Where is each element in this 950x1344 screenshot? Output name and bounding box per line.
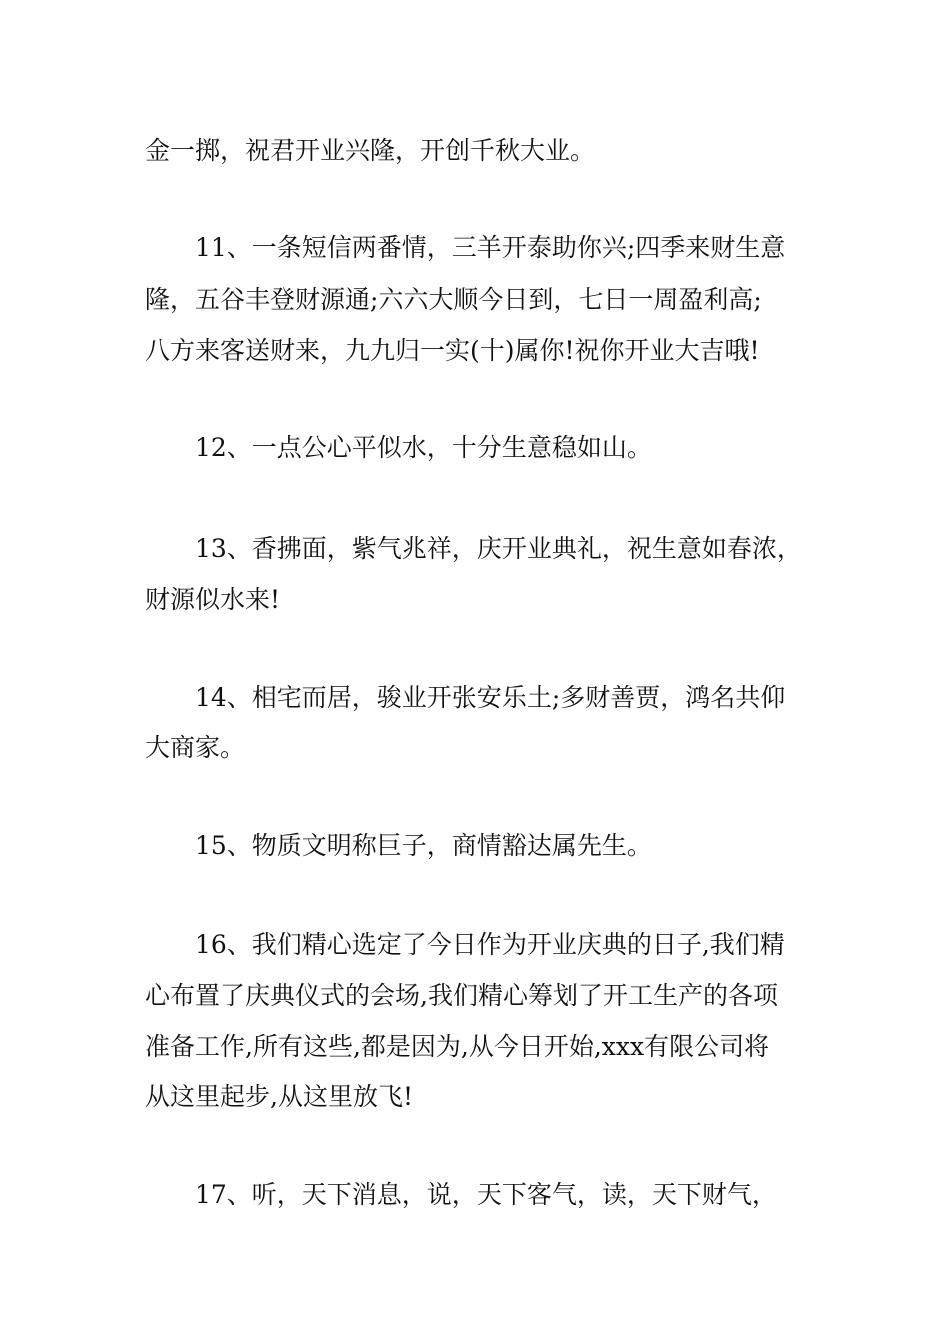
text-line: 金一掷，祝君开业兴隆，开创千秋大业。 [145, 136, 596, 165]
text-line: 财源似水来! [145, 585, 281, 614]
text-line: 12、一点公心平似水，十分生意稳如山。 [195, 433, 652, 462]
text-line: 16、我们精心选定了今日作为开业庆典的日子,我们精 [195, 930, 785, 959]
text-line: 隆，五谷丰登财源通;六六大顺今日到，七日一周盈利高; [145, 285, 762, 314]
text-line: 八方来客送财来，九九归一实(十)属你!祝你开业大吉哦! [145, 336, 760, 365]
text-line: 17、听，天下消息，说，天下客气，读，天下财气， [195, 1180, 777, 1209]
text-line: 大商家。 [145, 733, 246, 762]
text-line: 15、物质文明称巨子，商情豁达属先生。 [195, 831, 652, 860]
text-line: 从这里起步,从这里放飞! [145, 1082, 413, 1111]
text-line: 11、一条短信两番情，三羊开泰助你兴;四季来财生意 [195, 233, 786, 262]
text-line: 心布置了庆典仪式的会场,我们精心筹划了开工生产的各项 [145, 981, 778, 1010]
text-line: 准备工作,所有这些,都是因为,从今日开始,xxx有限公司将 [145, 1032, 770, 1061]
text-line: 13、香拂面，紫气兆祥，庆开业典礼，祝生意如春浓， [195, 534, 802, 563]
text-line: 14、相宅而居，骏业开张安乐土;多财善贾，鸿名共仰 [195, 683, 786, 712]
